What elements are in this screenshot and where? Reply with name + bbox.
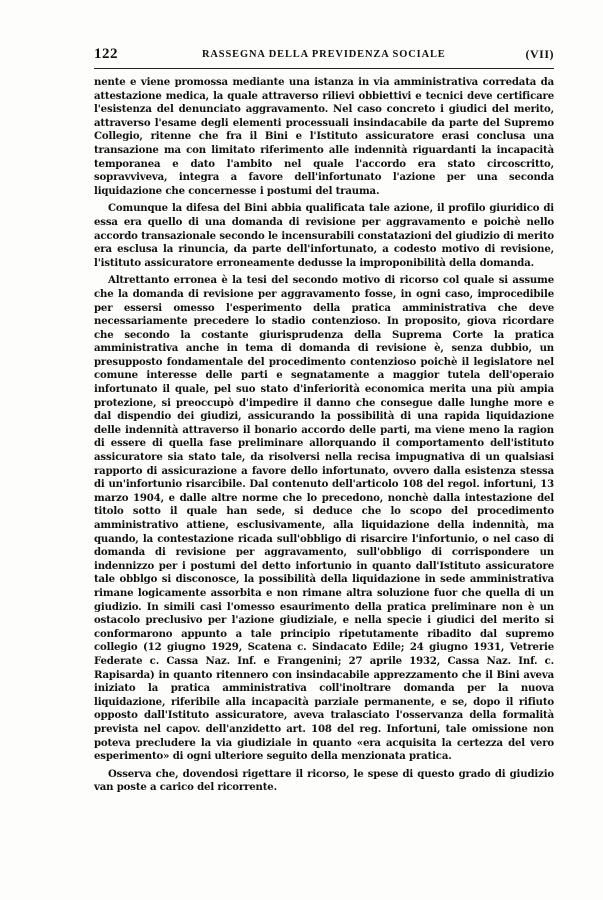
- paragraph: Altrettanto erronea è la tesi del secondo motivo di ricorso col quale si assume che la domanda di revisione per aggravamento fosse, in ogni caso, improcedibile per essersi omesso l'esperimento della pratica amministrativa che deve necessariamente precedere lo stadio contenzioso. In proposito, giova ricordare che secondo la costante giurisprudenza della Suprema Corte la pratica amministrativa anche in tema di domanda di revisione è, senza dubbio, un presupposto fondamentale del procedimento contenzioso poichè il legislatore nel comune interesse delle parti e segnatamente a maggior tutela dell'operaio infortunato il quale, pel suo stato d'inferiorità economica merita una più ampia protezione, si preoccupò d'impedire il danno che consegue dalle lunghe more e dal dispendio dei giudizi, assicurando la possibilità di una rapida liquidazione delle indennità attraverso il bonario accordo delle parti, ma viene meno la ragion di essere di quella fase preliminare allorquando il comportamento dell'istituto assicuratore sia stato tale, da risolversi nella recisa impugnativa di un qualsiasi rapporto di assicurazione a favore dello infortunato, ovvero dalla esistenza stessa di un'infortunio risarcibile. Dal contenuto dell'articolo 108 del regol. infortuni, 13 marzo 1904, e dalle altre norme che lo precedono, nonchè dalla intestazione del titolo sotto il quale han sede, si deduce che lo scopo del procedimento amministrativo attiene, esclusivamente, alla liquidazione della indennità, ma quando, la contestazione ricada sull'obbligo di risarcire l'infortunio, o nel caso di domanda di revisione per aggravamento, sull'obbligo di corrispondere un indennizzo per i postumi del detto infortunio in quanto dall'Istituto assicuratore tale obblgo si disconosce, la possibilità della liquidazione in sede amministrativa rimane logicamente assorbita e non rimane altra soluzione fuor che quella di un giudizio. In simili casi l'omesso esaurimento della pratica preliminare non è un ostacolo preclusivo per l'azione giudiziale, e nella specie i giudici del merito si conformarono appunto a tale principio ripetutamente ribadito dal supremo collegio (12 giugno 1929, Scatena c. Sindacato Edile; 24 giugno 1931, Vetrerie Federate c. Cassa Naz. Inf. e Frangenini; 27 aprile 1932, Cassa Naz. Inf. c. Rapisarda) in quanto ritennero con insindacabile apprezzamento che il Bini aveva iniziato la pratica amministrativa coll'inoltrare domanda per la nuova liquidazione, riferibile alla incapacità parziale permanente, e se, dopo il rifiuto opposto dall'Istituto assicuratore, aveva tralasciato l'osservanza della formalità prevista nel capov. dell'anzidetto art. 108 del reg. Infortuni, tale omissione non poteva precludere la via giudiziale in quanto «era acquisita la certezza del vero esperimento» di ogni ulteriore seguito della menzionata pratica.: [94, 274, 554, 763]
- paragraph: Comunque la difesa del Bini abbia qualificata tale azione, il profilo giuridico di essa era quello di una domanda di revisione per aggravamento e poichè nello accordo transazionale secondo le incensurabili constatazioni del giudizio di merito era esclusa la rinuncia, da parte dell'infortunato, a codesto motivo di revisione, l'istituto assicuratore erroneamente dedusse la improponibilità della domanda.: [94, 202, 554, 269]
- running-header: [94, 46, 554, 69]
- article-body: [94, 76, 554, 795]
- paragraph: nente e viene promossa mediante una istanza in via amministrativa corredata da attestazione medica, la quale attraverso rilievi obbiettivi e tecnici deve certificare l'esistenza del denunciato aggravamento. Nel caso concreto i giudici del merito, attraverso l'esame degli elementi processuali insindacabile da parte del Supremo Collegio, ritenne che fra il Bini e l'Istituto assicuratore erasi conclusa una transazione ma con limitato riferimento alle indennità riguardanti la incapacità temporanea e dato l'ambito nel quale l'accordo era stato circoscritto, sopravviveva, integra a favore dell'infortunato l'azione per una seconda liquidazione che concernesse i postumi del trauma.: [94, 76, 554, 197]
- journal-title: RASSEGNA DELLA PREVIDENZA SOCIALE: [202, 49, 446, 60]
- page-number: 122: [94, 46, 118, 62]
- section-number: (VII): [525, 47, 554, 61]
- paragraph: Osserva che, dovendosi rigettare il ricorso, le spese di questo grado di giudizio van poste a carico del ricorrente.: [94, 767, 554, 794]
